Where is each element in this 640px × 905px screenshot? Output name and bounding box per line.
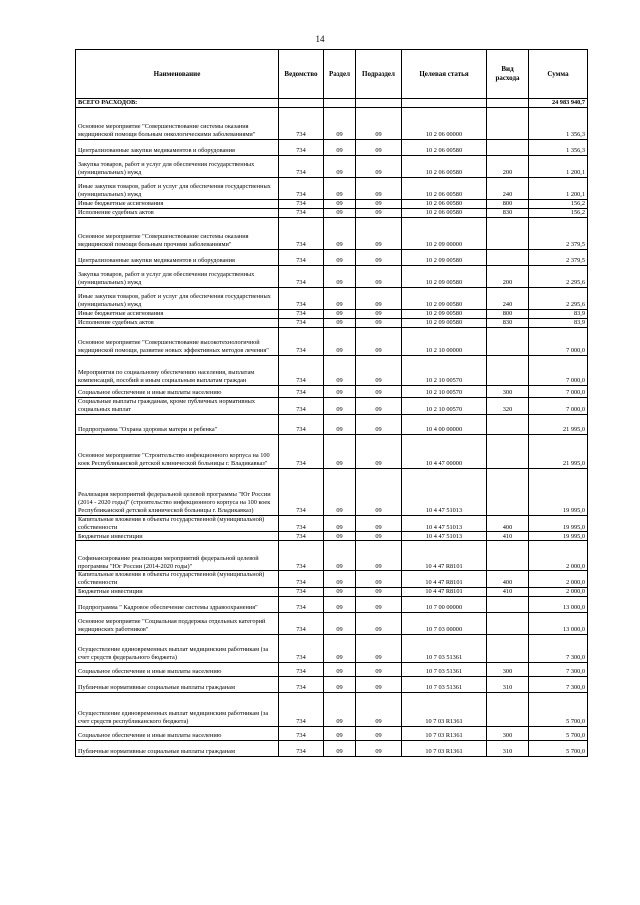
table-row (76, 356, 588, 386)
row-subsection: 09 (356, 140, 402, 156)
row-name: Капитальные вложения в объекты государственной (муниципальной) собственности (76, 571, 279, 588)
row-subsection: 09 (356, 727, 402, 741)
row-dept: 734 (279, 108, 324, 140)
row-dept: 734 (279, 677, 324, 693)
row-dept: 734 (279, 741, 324, 757)
row-section: 09 (324, 468, 356, 515)
header-sum: Сумма (529, 50, 588, 99)
row-target-article: 10 2 06 00580 (402, 209, 487, 218)
row-section: 09 (324, 266, 356, 288)
row-sum: 2 000,0 (529, 588, 588, 597)
row-expense-type: 400 (487, 515, 529, 532)
total-sum: 24 983 940,7 (529, 99, 588, 108)
row-name: Подпрограмма " Кадровое обеспечение системы здравоохранения" (76, 597, 279, 613)
row-sum: 13 000,0 (529, 613, 588, 635)
row-subsection: 09 (356, 414, 402, 434)
row-target-article: 10 2 06 00580 (402, 178, 487, 200)
row-section: 09 (324, 571, 356, 588)
table-row (76, 515, 588, 532)
row-section: 09 (324, 663, 356, 677)
row-name: Осуществление единовременных выплат медицинским работникам (за счет средств республиканского бюджета) (76, 693, 279, 727)
table-row (76, 266, 588, 288)
row-sum: 2 379,5 (529, 218, 588, 250)
row-target-article: 10 2 10 00570 (402, 356, 487, 386)
row-sum: 19 995,0 (529, 532, 588, 541)
row-target-article: 10 4 00 00000 (402, 414, 487, 434)
row-name: Социальное обеспечение и иные выплаты населению (76, 727, 279, 741)
row-subsection: 09 (356, 541, 402, 571)
row-target-article: 10 4 47 R8101 (402, 571, 487, 588)
row-expense-type: 300 (487, 386, 529, 398)
row-sum: 5 700,0 (529, 727, 588, 741)
header-name: Наименование (76, 50, 279, 99)
row-section: 09 (324, 693, 356, 727)
row-target-article: 10 7 00 00000 (402, 597, 487, 613)
row-target-article: 10 2 06 00580 (402, 200, 487, 209)
row-name: Иные бюджетные ассигнования (76, 310, 279, 319)
table-row (76, 200, 588, 209)
row-section: 09 (324, 434, 356, 468)
row-target-article: 10 4 47 00000 (402, 434, 487, 468)
row-expense-type (487, 434, 529, 468)
row-section: 09 (324, 386, 356, 398)
row-name: Основное мероприятие "Социальная поддержка отдельных категорий медицинских работников" (76, 613, 279, 635)
row-expense-type: 830 (487, 319, 529, 328)
row-name: Исполнение судебных актов (76, 209, 279, 218)
table-row (76, 588, 588, 597)
table-header-row (76, 50, 588, 99)
row-sum: 83,9 (529, 319, 588, 328)
row-dept: 734 (279, 588, 324, 597)
row-sum: 21 995,0 (529, 414, 588, 434)
row-dept: 734 (279, 541, 324, 571)
row-subsection: 09 (356, 613, 402, 635)
row-name: Бюджетные инвестиции (76, 588, 279, 597)
row-sum: 5 700,0 (529, 741, 588, 757)
header-expense-type: Вид расхода (487, 50, 529, 99)
row-sum: 19 995,0 (529, 468, 588, 515)
table-row (76, 434, 588, 468)
row-target-article: 10 4 47 51013 (402, 532, 487, 541)
row-section: 09 (324, 288, 356, 310)
row-sum: 156,2 (529, 200, 588, 209)
row-dept: 734 (279, 398, 324, 415)
row-subsection: 09 (356, 356, 402, 386)
row-name: Софинансирование реализации мероприятий федеральной целевой программы "Юг России (2014-2020 годы)" (76, 541, 279, 571)
row-expense-type (487, 613, 529, 635)
table-row (76, 571, 588, 588)
row-target-article: 10 2 09 00000 (402, 218, 487, 250)
row-target-article: 10 2 10 00570 (402, 386, 487, 398)
row-dept: 734 (279, 515, 324, 532)
row-section: 09 (324, 398, 356, 415)
row-target-article: 10 2 06 00580 (402, 140, 487, 156)
table-row (76, 108, 588, 140)
row-subsection: 09 (356, 209, 402, 218)
row-section: 09 (324, 218, 356, 250)
row-expense-type: 310 (487, 677, 529, 693)
row-sum: 1 200,1 (529, 178, 588, 200)
row-expense-type: 310 (487, 741, 529, 757)
row-section: 09 (324, 541, 356, 571)
row-subsection: 09 (356, 250, 402, 266)
table-row (76, 218, 588, 250)
row-section: 09 (324, 727, 356, 741)
row-sum: 21 995,0 (529, 434, 588, 468)
table-row (76, 140, 588, 156)
row-section: 09 (324, 588, 356, 597)
row-section: 09 (324, 200, 356, 209)
row-expense-type: 410 (487, 588, 529, 597)
row-subsection: 09 (356, 532, 402, 541)
row-sum: 2 295,6 (529, 288, 588, 310)
row-sum: 13 000,0 (529, 597, 588, 613)
row-name: Основное мероприятие "Совершенствование системы оказания медицинской помощи больным прочими заболеваниями" (76, 218, 279, 250)
table-row (76, 178, 588, 200)
row-name: Основное мероприятие "Совершенствование системы оказания медицинской помощи больным онкологическими заболеваниями" (76, 108, 279, 140)
row-dept: 734 (279, 266, 324, 288)
row-name: Публичные нормативные социальные выплаты гражданам (76, 741, 279, 757)
row-dept: 734 (279, 414, 324, 434)
row-target-article: 10 2 06 00000 (402, 108, 487, 140)
row-sum: 2 379,5 (529, 250, 588, 266)
row-dept: 734 (279, 200, 324, 209)
row-dept: 734 (279, 693, 324, 727)
header-dept: Ведомство (279, 50, 324, 99)
table-row (76, 288, 588, 310)
row-subsection: 09 (356, 741, 402, 757)
page-number: 14 (315, 34, 325, 44)
row-subsection: 09 (356, 218, 402, 250)
row-dept: 734 (279, 209, 324, 218)
row-subsection: 09 (356, 319, 402, 328)
row-subsection: 09 (356, 310, 402, 319)
row-name: Централизованные закупки медикаментов и оборудования (76, 250, 279, 266)
table-row (76, 741, 588, 757)
row-expense-type: 200 (487, 156, 529, 178)
row-subsection: 09 (356, 663, 402, 677)
row-section: 09 (324, 597, 356, 613)
row-name: Социальное обеспечение и иные выплаты населению (76, 663, 279, 677)
row-target-article: 10 4 47 51013 (402, 515, 487, 532)
row-target-article: 10 2 09 00580 (402, 310, 487, 319)
row-name: Реализация мероприятий федеральной целевой программы "Юг России (2014 - 2020 годы)" (строительство инфекционного корпуса на 100 коек Республиканской детской клинической больницы г. Владикавказ) (76, 468, 279, 515)
row-section: 09 (324, 209, 356, 218)
row-sum: 19 995,0 (529, 515, 588, 532)
row-expense-type: 240 (487, 288, 529, 310)
row-sum: 7 000,0 (529, 328, 588, 356)
row-target-article: 10 7 03 R1361 (402, 693, 487, 727)
row-name: Публичные нормативные социальные выплаты гражданам (76, 677, 279, 693)
row-expense-type: 240 (487, 178, 529, 200)
table-row (76, 541, 588, 571)
row-sum: 7 000,0 (529, 386, 588, 398)
row-name: Основное мероприятие "Совершенствование высокотехнологичной медицинской помощи, развитие новых эффективных методов лечения" (76, 328, 279, 356)
row-target-article: 10 7 03 R1361 (402, 727, 487, 741)
row-expense-type: 400 (487, 571, 529, 588)
row-subsection: 09 (356, 468, 402, 515)
row-expense-type: 800 (487, 200, 529, 209)
table-row (76, 613, 588, 635)
table-row (76, 209, 588, 218)
row-target-article: 10 7 03 R1361 (402, 741, 487, 757)
header-target-article: Целевая статья (402, 50, 487, 99)
row-expense-type (487, 414, 529, 434)
row-target-article: 10 7 03 51361 (402, 635, 487, 663)
row-dept: 734 (279, 468, 324, 515)
row-subsection: 09 (356, 178, 402, 200)
row-sum: 1 356,3 (529, 140, 588, 156)
row-section: 09 (324, 156, 356, 178)
row-dept: 734 (279, 250, 324, 266)
row-dept: 734 (279, 434, 324, 468)
row-dept: 734 (279, 140, 324, 156)
row-name: Мероприятия по социальному обеспечению населения, выплатам компенсаций, пособий и иным социальным выплатам граждан (76, 356, 279, 386)
row-name: Иные бюджетные ассигнования (76, 200, 279, 209)
row-dept: 734 (279, 663, 324, 677)
total-row (76, 99, 588, 108)
row-expense-type (487, 693, 529, 727)
row-sum: 2 000,0 (529, 571, 588, 588)
row-target-article: 10 2 09 00580 (402, 266, 487, 288)
row-subsection: 09 (356, 386, 402, 398)
expenditure-table (75, 49, 588, 757)
row-dept: 734 (279, 156, 324, 178)
table-row (76, 663, 588, 677)
row-subsection: 09 (356, 434, 402, 468)
row-expense-type (487, 328, 529, 356)
row-dept: 734 (279, 571, 324, 588)
row-subsection: 09 (356, 571, 402, 588)
row-subsection: 09 (356, 515, 402, 532)
row-subsection: 09 (356, 288, 402, 310)
row-name: Закупка товаров, работ и услуг для обеспечения государственных (муниципальных) нужд (76, 266, 279, 288)
row-expense-type (487, 597, 529, 613)
row-section: 09 (324, 741, 356, 757)
row-name: Социальные выплаты гражданам, кроме публичных нормативных социальных выплат (76, 398, 279, 415)
row-subsection: 09 (356, 677, 402, 693)
table-row (76, 727, 588, 741)
row-sum: 83,9 (529, 310, 588, 319)
row-sum: 7 300,0 (529, 635, 588, 663)
table-row (76, 250, 588, 266)
row-target-article: 10 4 47 R8101 (402, 541, 487, 571)
row-name: Социальное обеспечение и иные выплаты населению (76, 386, 279, 398)
row-dept: 734 (279, 727, 324, 741)
row-subsection: 09 (356, 597, 402, 613)
row-subsection: 09 (356, 588, 402, 597)
row-dept: 734 (279, 356, 324, 386)
table-row (76, 597, 588, 613)
row-target-article: 10 2 09 00580 (402, 250, 487, 266)
row-expense-type (487, 635, 529, 663)
row-subsection: 09 (356, 108, 402, 140)
row-sum: 7 000,0 (529, 356, 588, 386)
row-dept: 734 (279, 310, 324, 319)
row-expense-type (487, 108, 529, 140)
row-target-article: 10 7 03 00000 (402, 613, 487, 635)
row-expense-type: 200 (487, 266, 529, 288)
row-name: Осуществление единовременных выплат медицинским работникам (за счет средств федерального бюджета) (76, 635, 279, 663)
row-dept: 734 (279, 532, 324, 541)
row-subsection: 09 (356, 156, 402, 178)
table-row (76, 328, 588, 356)
row-section: 09 (324, 250, 356, 266)
row-name: Исполнение судебных актов (76, 319, 279, 328)
row-dept: 734 (279, 178, 324, 200)
table-row (76, 319, 588, 328)
row-sum: 1 356,3 (529, 108, 588, 140)
row-subsection: 09 (356, 328, 402, 356)
table-row (76, 414, 588, 434)
row-target-article: 10 4 47 R8101 (402, 588, 487, 597)
header-section: Раздел (324, 50, 356, 99)
row-expense-type: 300 (487, 727, 529, 741)
row-expense-type (487, 356, 529, 386)
row-sum: 7 000,0 (529, 398, 588, 415)
row-expense-type: 300 (487, 663, 529, 677)
row-dept: 734 (279, 386, 324, 398)
table-row (76, 386, 588, 398)
row-sum: 2 000,0 (529, 541, 588, 571)
row-section: 09 (324, 140, 356, 156)
row-sum: 5 700,0 (529, 693, 588, 727)
row-target-article: 10 2 09 00580 (402, 319, 487, 328)
row-name: Закупка товаров, работ и услуг для обеспечения государственных (муниципальных) нужд (76, 156, 279, 178)
row-section: 09 (324, 319, 356, 328)
row-target-article: 10 2 10 00000 (402, 328, 487, 356)
row-target-article: 10 2 09 00580 (402, 288, 487, 310)
row-expense-type (487, 218, 529, 250)
row-subsection: 09 (356, 398, 402, 415)
row-name: Иные закупки товаров, работ и услуг для обеспечения государственных (муниципальных) нужд (76, 178, 279, 200)
row-target-article: 10 2 10 00570 (402, 398, 487, 415)
row-dept: 734 (279, 319, 324, 328)
row-section: 09 (324, 677, 356, 693)
row-section: 09 (324, 356, 356, 386)
table-row (76, 635, 588, 663)
row-expense-type: 410 (487, 532, 529, 541)
table-row (76, 693, 588, 727)
row-expense-type (487, 250, 529, 266)
row-section: 09 (324, 635, 356, 663)
row-section: 09 (324, 178, 356, 200)
row-name: Капитальные вложения в объекты государственной (муниципальной) собственности (76, 515, 279, 532)
row-dept: 734 (279, 613, 324, 635)
row-dept: 734 (279, 218, 324, 250)
row-target-article: 10 4 47 51013 (402, 468, 487, 515)
row-subsection: 09 (356, 266, 402, 288)
row-expense-type: 830 (487, 209, 529, 218)
row-name: Бюджетные инвестиции (76, 532, 279, 541)
row-target-article: 10 7 03 51361 (402, 677, 487, 693)
row-section: 09 (324, 613, 356, 635)
table-row (76, 468, 588, 515)
row-sum: 7 300,0 (529, 663, 588, 677)
table-row (76, 532, 588, 541)
row-expense-type: 800 (487, 310, 529, 319)
row-expense-type (487, 140, 529, 156)
row-expense-type: 320 (487, 398, 529, 415)
table-row (76, 156, 588, 178)
row-subsection: 09 (356, 635, 402, 663)
table-row (76, 310, 588, 319)
table-row (76, 677, 588, 693)
row-expense-type (487, 541, 529, 571)
row-dept: 734 (279, 635, 324, 663)
row-name: Основное мероприятие "Строительство инфекционного корпуса на 100 коек Республиканской детской клинической больницы г. Владикавказ" (76, 434, 279, 468)
table-row (76, 398, 588, 415)
row-section: 09 (324, 532, 356, 541)
row-dept: 734 (279, 288, 324, 310)
row-section: 09 (324, 515, 356, 532)
row-target-article: 10 2 06 00580 (402, 156, 487, 178)
row-subsection: 09 (356, 693, 402, 727)
row-dept: 734 (279, 328, 324, 356)
row-subsection: 09 (356, 200, 402, 209)
row-name: Централизованные закупки медикаментов и оборудования (76, 140, 279, 156)
row-sum: 2 295,6 (529, 266, 588, 288)
row-name: Подпрограмма "Охрана здоровья матери и ребенка" (76, 414, 279, 434)
row-sum: 1 200,1 (529, 156, 588, 178)
row-name: Иные закупки товаров, работ и услуг для обеспечения государственных (муниципальных) нужд (76, 288, 279, 310)
row-section: 09 (324, 414, 356, 434)
row-sum: 7 300,0 (529, 677, 588, 693)
row-expense-type (487, 468, 529, 515)
row-section: 09 (324, 310, 356, 319)
row-dept: 734 (279, 597, 324, 613)
header-subsection: Подраздел (356, 50, 402, 99)
total-label: ВСЕГО РАСХОДОВ: (76, 99, 279, 108)
row-section: 09 (324, 108, 356, 140)
row-section: 09 (324, 328, 356, 356)
row-target-article: 10 7 03 51361 (402, 663, 487, 677)
row-sum: 156,2 (529, 209, 588, 218)
